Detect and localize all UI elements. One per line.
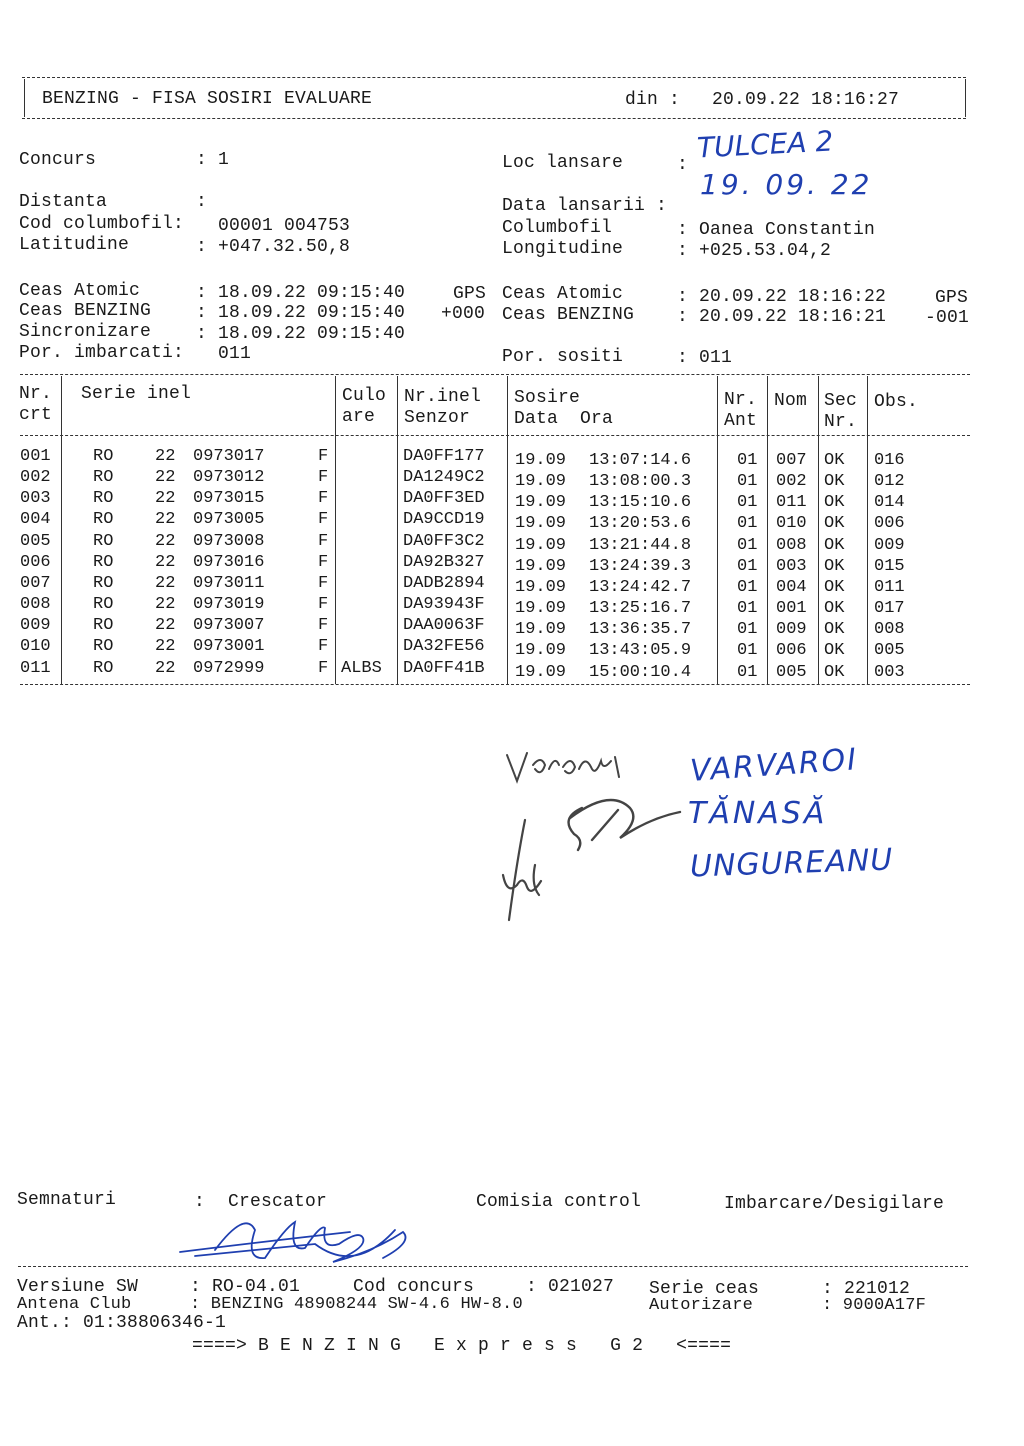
cell-senzor: DA9CCD19 (403, 510, 485, 530)
crescator-label: Crescator (228, 1192, 328, 1212)
cell-sec: OK (824, 556, 845, 576)
th-sosire: Sosire (514, 388, 581, 408)
cell-ant: 01 (737, 641, 758, 661)
table-bottom-rule (20, 684, 970, 685)
cell-an: 22 (155, 489, 176, 509)
cell-sec: OK (824, 620, 845, 640)
cell-nom: 009 (776, 620, 807, 640)
cell-obs: 003 (874, 662, 905, 682)
cell-ora: 13:20:53.6 (589, 514, 692, 534)
cell-senzor: DA0FF177 (403, 447, 485, 466)
cell-data: 19.09 (515, 641, 567, 661)
cell-obs: 006 (874, 514, 905, 534)
cell-ant: 01 (737, 662, 758, 682)
left-clock-atomic-value: : 18.09.22 09:15:40 (196, 283, 406, 303)
semnaturi-colon: : (194, 1192, 206, 1212)
cell-sec: OK (824, 514, 845, 534)
left-clock-benzing-value: : 18.09.22 09:15:40 (196, 303, 406, 323)
cell-sec: OK (824, 451, 845, 470)
handwritten-signature-varvaroi (505, 735, 645, 795)
columbofil-label: Columbofil (502, 218, 613, 238)
cell-an: 22 (155, 531, 176, 551)
antena-club-value: : BENZING 48908244 SW-4.6 HW-8.0 (190, 1295, 523, 1314)
serie-ceas-value: : 221012 (822, 1279, 911, 1299)
cell-inel: 0973016 (193, 552, 265, 572)
cell-nom: 008 (776, 535, 807, 555)
cell-sex: F (318, 637, 329, 657)
cell-sex: F (318, 658, 329, 678)
cell-tara: RO (93, 447, 114, 466)
th-nr-ant: Nr. (724, 390, 758, 410)
cell-nom: 002 (776, 472, 807, 492)
distanta-value: : (196, 192, 208, 212)
data-lansarii-handwritten: 19. 09. 22 (700, 168, 873, 201)
cell-nr: 009 (20, 616, 51, 636)
cell-sex: F (318, 447, 329, 466)
cell-ora: 13:36:35.7 (589, 620, 692, 640)
cell-inel: 0973011 (193, 573, 265, 593)
th-ant: Ant (724, 411, 758, 431)
cell-nr: 001 (20, 447, 51, 466)
cell-ant: 01 (737, 472, 758, 492)
cell-nom: 005 (776, 662, 807, 682)
cell-sex: F (318, 552, 329, 572)
right-clock-atomic-value: : 20.09.22 18:16:22 (677, 287, 887, 307)
cell-nr: 010 (20, 637, 51, 657)
cell-tara: RO (93, 552, 114, 572)
cell-nr: 003 (20, 489, 51, 509)
longitudine-label: Longitudine (502, 239, 624, 259)
cell-ant: 01 (737, 493, 758, 513)
cell-sec: OK (824, 577, 845, 597)
cell-tara: RO (93, 531, 114, 551)
th-nom: Nom (774, 391, 808, 411)
report-date-label: din : (625, 90, 681, 110)
cell-an: 22 (155, 447, 176, 466)
th-crt: crt (19, 405, 53, 425)
cell-obs: 016 (874, 451, 905, 470)
cell-nom: 011 (776, 493, 807, 513)
cod-columbofil-value: 00001 004753 (218, 216, 351, 236)
cell-an: 22 (155, 616, 176, 636)
cell-ora: 13:21:44.8 (589, 535, 692, 555)
handwritten-signature-tanasa (560, 790, 700, 860)
right-clock-benzing-value: : 20.09.22 18:16:21 (677, 307, 887, 327)
report-title: BENZING - FISA SOSIRI EVALUARE (42, 89, 373, 109)
latitudine-label: Latitudine (19, 235, 130, 255)
th-are: are (342, 407, 376, 427)
cell-sec: OK (824, 662, 845, 682)
cell-sex: F (318, 489, 329, 509)
cell-senzor: DADB2894 (403, 573, 485, 593)
serie-ceas-label: Serie ceas (649, 1279, 760, 1299)
cell-inel: 0973008 (193, 531, 265, 551)
cell-an: 22 (155, 573, 176, 593)
cell-sec: OK (824, 641, 845, 661)
col-sep-culoare (397, 376, 398, 684)
cell-sec: OK (824, 493, 845, 513)
cell-culoare: ALBS (341, 658, 382, 678)
footer-rule (18, 1266, 968, 1267)
header-right-edge (965, 79, 966, 117)
cell-obs: 014 (874, 493, 905, 513)
cell-obs: 011 (874, 577, 905, 597)
cell-tara: RO (93, 616, 114, 636)
brand-line: ====> B E N Z I N G E x p r e s s G 2 <==== (192, 1336, 732, 1356)
cell-sec: OK (824, 599, 845, 619)
cell-senzor: DA1249C2 (403, 468, 485, 488)
table-top-rule (20, 374, 970, 375)
cell-obs: 017 (874, 599, 905, 619)
col-sep-sosire (717, 376, 718, 684)
th-obs: Obs. (874, 392, 919, 412)
left-clock-atomic-label: Ceas Atomic (19, 281, 141, 301)
left-clock-atomic-suffix: GPS (453, 284, 487, 304)
versiune-sw-value: : RO-04.01 (190, 1277, 301, 1297)
cell-tara: RO (93, 573, 114, 593)
concurs-label: Concurs (19, 150, 97, 170)
cell-an: 22 (155, 468, 176, 488)
cell-an: 22 (155, 637, 176, 657)
cell-senzor: DA0FF3C2 (403, 531, 485, 551)
cell-ant: 01 (737, 577, 758, 597)
cell-sec: OK (824, 535, 845, 555)
cell-nr: 006 (20, 552, 51, 572)
cell-data: 19.09 (515, 662, 567, 682)
cell-obs: 009 (874, 535, 905, 555)
cell-ora: 15:00:10.4 (589, 662, 692, 682)
table-header-rule (20, 435, 970, 436)
col-sep-nr (61, 376, 62, 684)
distanta-label: Distanta (19, 192, 108, 212)
header-top-rule (22, 77, 966, 78)
por-sositi-label: Por. sositi (502, 347, 624, 367)
cell-tara: RO (93, 489, 114, 509)
imbarcare-desigilare-label: Imbarcare/Desigilare (724, 1194, 945, 1214)
por-imbarcati-value: 011 (218, 344, 252, 364)
cell-nr: 004 (20, 510, 51, 530)
cell-sex: F (318, 616, 329, 636)
cell-ora: 13:24:42.7 (589, 577, 692, 597)
cell-an: 22 (155, 658, 176, 678)
antena-club-label: Antena Club (17, 1295, 132, 1314)
right-clock-atomic-suffix: GPS (935, 288, 969, 308)
cell-data: 19.09 (515, 577, 567, 597)
th-nr: Nr. (19, 384, 53, 404)
cell-tara: RO (93, 595, 114, 615)
cell-ant: 01 (737, 514, 758, 534)
cell-tara: RO (93, 658, 114, 678)
sincronizare-label: Sincronizare (19, 322, 152, 342)
latitudine-value: : +047.32.50,8 (196, 237, 351, 257)
cell-nom: 007 (776, 451, 807, 470)
cell-nom: 001 (776, 599, 807, 619)
cell-data: 19.09 (515, 472, 567, 492)
cell-tara: RO (93, 637, 114, 657)
cell-senzor: DAA0063F (403, 616, 485, 636)
left-clock-benzing-suffix: +000 (441, 304, 486, 324)
th-nr-inel: Nr.inel (404, 387, 482, 407)
por-sositi-value: : 011 (677, 348, 733, 368)
cell-sex: F (318, 595, 329, 615)
cell-nom: 006 (776, 641, 807, 661)
handwritten-name-1: VARVAROI (688, 742, 860, 789)
loc-lansare-handwritten: TULCEA 2 (696, 124, 835, 165)
cell-ora: 13:15:10.6 (589, 493, 692, 513)
cell-data: 19.09 (515, 493, 567, 513)
cod-columbofil-label: Cod columbofil: (19, 214, 185, 234)
left-clock-benzing-label: Ceas BENZING (19, 301, 152, 321)
cod-concurs-label: Cod concurs (353, 1277, 475, 1297)
autorizare-value: : 9000A17F (822, 1296, 927, 1315)
cell-data: 19.09 (515, 620, 567, 640)
cell-sex: F (318, 573, 329, 593)
th-data-ora: Data Ora (514, 409, 614, 429)
columbofil-value: : Oanea Constantin (677, 220, 876, 240)
cell-inel: 0973007 (193, 616, 265, 636)
cell-nr: 005 (20, 531, 51, 551)
cell-ant: 01 (737, 599, 758, 619)
cell-senzor: DA0FF3ED (403, 489, 485, 509)
cell-inel: 0973005 (193, 510, 265, 530)
th-culo: Culo (342, 386, 387, 406)
cell-sex: F (318, 468, 329, 488)
cell-an: 22 (155, 595, 176, 615)
col-sep-senzor (507, 376, 508, 684)
cell-nr: 011 (20, 658, 51, 678)
loc-lansare-label: Loc lansare (502, 153, 624, 173)
cell-tara: RO (93, 468, 114, 488)
cell-inel: 0973012 (193, 468, 265, 488)
cell-ant: 01 (737, 535, 758, 555)
cell-nom: 010 (776, 514, 807, 534)
cell-ora: 13:25:16.7 (589, 599, 692, 619)
cell-obs: 015 (874, 556, 905, 576)
th-serie-inel: Serie inel (81, 384, 192, 404)
right-clock-benzing-suffix: -001 (925, 308, 970, 328)
versiune-sw-label: Versiune SW (17, 1277, 139, 1297)
semnaturi-label: Semnaturi (17, 1190, 117, 1210)
th-sec: Sec (824, 391, 858, 411)
cell-an: 22 (155, 552, 176, 572)
header-left-edge (24, 79, 25, 117)
cell-obs: 008 (874, 620, 905, 640)
th-sec-nr: Nr. (824, 412, 858, 432)
handwritten-signature-ungureanu (495, 815, 555, 925)
report-date: 20.09.22 18:16:27 (712, 90, 900, 110)
col-sep-sec (867, 376, 868, 684)
handwritten-name-2: TĂNASĂ (688, 796, 828, 831)
cell-sex: F (318, 531, 329, 551)
sincronizare-value: : 18.09.22 09:15:40 (196, 324, 406, 344)
right-clock-atomic-label: Ceas Atomic (502, 284, 624, 304)
cell-inel: 0973017 (193, 447, 265, 466)
cell-nr: 002 (20, 468, 51, 488)
col-sep-serie (335, 376, 336, 684)
col-sep-nom (818, 376, 819, 684)
cell-inel: 0972999 (193, 658, 265, 678)
cell-ant: 01 (737, 556, 758, 576)
cell-nom: 004 (776, 577, 807, 597)
right-clock-benzing-label: Ceas BENZING (502, 305, 635, 325)
cell-nom: 003 (776, 556, 807, 576)
concurs-value: : 1 (196, 150, 230, 170)
th-senzor: Senzor (404, 408, 471, 428)
cell-ora: 13:24:39.3 (589, 556, 692, 576)
cell-ora: 13:07:14.6 (589, 451, 692, 470)
cell-inel: 0973019 (193, 595, 265, 615)
cell-nr: 007 (20, 573, 51, 593)
cell-ant: 01 (737, 451, 758, 470)
antenna-id: Ant.: 01:38806346-1 (17, 1313, 227, 1333)
cell-data: 19.09 (515, 514, 567, 534)
cell-data: 19.09 (515, 535, 567, 555)
cell-senzor: DA32FE56 (403, 637, 485, 657)
cod-concurs-value: : 021027 (526, 1277, 615, 1297)
longitudine-value: : +025.53.04,2 (677, 241, 832, 261)
cell-ant: 01 (737, 620, 758, 640)
cell-sec: OK (824, 472, 845, 492)
data-lansarii-label: Data lansarii : (502, 196, 668, 216)
cell-obs: 005 (874, 641, 905, 661)
cell-senzor: DA93943F (403, 595, 485, 615)
cell-inel: 0973015 (193, 489, 265, 509)
cell-obs: 012 (874, 472, 905, 492)
cell-nr: 008 (20, 595, 51, 615)
col-sep-ant (767, 376, 768, 684)
cell-inel: 0973001 (193, 637, 265, 657)
comisia-control-label: Comisia control (476, 1192, 642, 1212)
cell-senzor: DA92B327 (403, 552, 485, 572)
cell-data: 19.09 (515, 556, 567, 576)
handwritten-name-3: UNGUREANU (689, 842, 894, 885)
cell-tara: RO (93, 510, 114, 530)
cell-sex: F (318, 510, 329, 530)
loc-lansare-colon: : (677, 155, 689, 175)
autorizare-label: Autorizare (649, 1296, 754, 1315)
cell-data: 19.09 (515, 599, 567, 619)
cell-data: 19.09 (515, 451, 567, 470)
header-bottom-rule (22, 118, 966, 119)
cell-an: 22 (155, 510, 176, 530)
cell-ora: 13:08:00.3 (589, 472, 692, 492)
por-imbarcati-label: Por. imbarcati: (19, 343, 185, 363)
cell-senzor: DA0FF41B (403, 658, 485, 678)
cell-ora: 13:43:05.9 (589, 641, 692, 661)
